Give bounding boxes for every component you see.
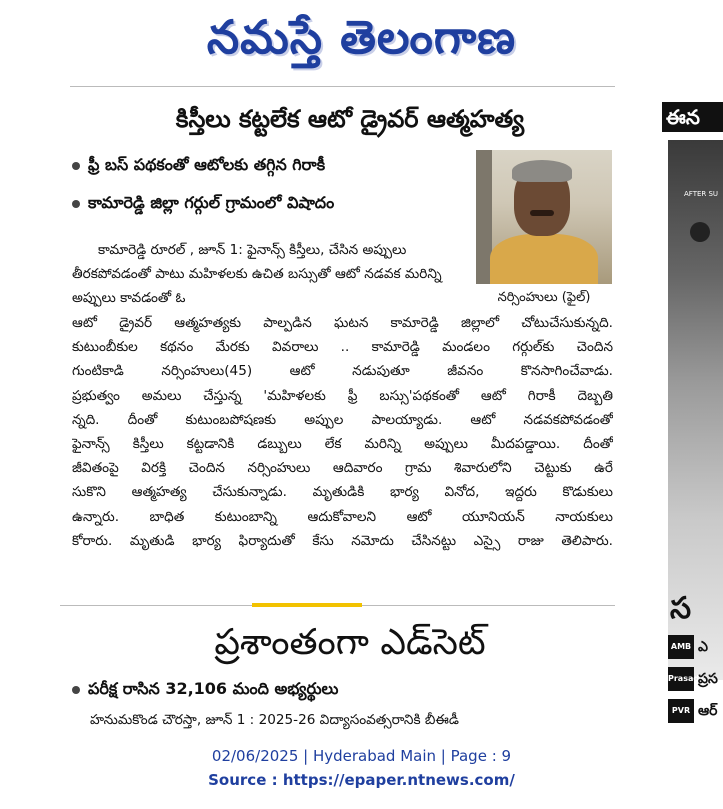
photo-caption: నర్సింహులు (ఫైల్) <box>497 290 591 305</box>
article-line: న్నది. దీంతో కుటుంబపోషణకు అప్పుల పాలయ్యాడు. ఆటో నడవకపోవడంతో <box>72 411 613 428</box>
divider <box>70 86 615 87</box>
article-body <box>72 311 613 553</box>
footer <box>0 744 723 792</box>
article-line: గుంటికాడి నర్సింహులు(45) ఆటో నడుపుతూ జీవనం కొనసాగించేవాడు. <box>72 363 613 380</box>
bullet-text: ఫ్రీ బస్ పథకంతో ఆటోలకు తగ్గిన గిరాకీ <box>88 155 326 174</box>
article-line: కోరారు. మృతుడి భార్య ఫిర్యాదుతో కేసు నమోదు చేసినట్టు ఎస్సై రాజు తెలిపారు. <box>72 532 613 549</box>
divider-accent <box>252 603 362 607</box>
ad-logo: AMB <box>668 635 694 659</box>
ad-text: ఆర్ <box>698 703 718 719</box>
article-bullet <box>72 153 472 177</box>
article-line: ఫైనాన్స్ కిస్తీలు కట్టడానికి డబ్బులు లేక మరిన్ని అప్పులు మీదపడ్డాయి. దీంతో <box>72 436 613 453</box>
masthead <box>0 0 723 80</box>
ad-text: ఎ <box>698 639 708 655</box>
bullet-text: పరీక్ష రాసిన 32,106 మంది అభ్యర్థులు <box>88 679 339 698</box>
article-paragraph-intro: కామారెడ్డి రూరల్ , జూన్ 1: ఫైనాన్స్ కిస్తీలు, చేసిన అప్పులు తీరకపోవడంతో పాటు మహిళలకు ఉచిత బస్సుతో ఆటో నడవక మరిన్ని అప్పులు కావడంతో ఓ <box>72 242 442 307</box>
article-line: సుకొని ఆత్మహత్య చేసుకున్నాడు. మృతుడికి భార్య వినోద, ఇద్దరు కొడుకులు <box>72 484 613 501</box>
bullet-icon <box>72 686 80 694</box>
adjacent-column <box>662 102 723 722</box>
article-line: ఉన్నారు. బాధిత కుటుంబాన్ని ఆదుకోవాలని ఆటో యూనియన్ నాయకులు <box>72 508 613 525</box>
bullet-icon <box>72 162 80 170</box>
ad-text: ప్రస <box>698 671 718 687</box>
article2-bullet <box>72 677 592 701</box>
ad-logo: PVR <box>668 699 694 723</box>
article2-paragraph: హనుమకొండ చౌరస్తా, జూన్ 1 : 2025-26 విద్యాసంవత్సరానికి బీఈడీ <box>90 712 459 728</box>
photo-hair <box>512 160 572 182</box>
masthead-title: నమస్తే తెలంగాణ <box>206 10 517 64</box>
ad-item <box>668 697 723 725</box>
footer-source-link[interactable]: Source : https://epaper.ntnews.com/ <box>208 771 515 789</box>
article2-headline: ప్రశాంతంగా ఎడ్‌సెట్ <box>214 622 486 663</box>
adjacent-headline: ఈన <box>662 102 723 132</box>
ad-logo: Prasads <box>668 667 694 691</box>
bullet-icon <box>72 200 80 208</box>
photo-shirt <box>490 234 598 284</box>
adjacent-photo-portrait <box>690 222 710 242</box>
photo-moustache <box>530 210 554 216</box>
article-line: కుటుంబీకుల కథనం మేరకు వివరాలు .. కామారెడ్డి మండలం గర్గుల్‌కు చెందిన <box>72 339 613 356</box>
article-headline: కిస్తీలు కట్టలేక ఆటో డ్రైవర్ ఆత్మహత్య <box>175 105 525 133</box>
footer-date-line: 02/06/2025 | Hyderabad Main | Page : 9 <box>211 747 512 765</box>
ad-item <box>668 633 723 661</box>
adjacent-title: స <box>670 591 692 626</box>
article-line: ఆటో డ్రైవర్ ఆత్మహత్యకు పాల్పడిన ఘటన కామారెడ్డి జిల్లాలో చోటుచేసుకున్నది. <box>72 315 613 331</box>
adjacent-photo-text: AFTER SU <box>684 190 719 198</box>
article-bullet <box>72 191 472 215</box>
bullet-text: కామారెడ్డి జిల్లా గర్గుల్ గ్రామంలో విషాదం <box>88 193 335 212</box>
article-line: ప్రభుత్వం అమలు చేస్తున్న 'మహిళలకు ఫ్రీ బస్సు'పథకంతో ఆటో గిరాకీ దెబ్బతి <box>72 387 613 404</box>
ad-item <box>668 665 723 693</box>
article-photo <box>476 150 612 284</box>
article-line: జీవితంపై విరక్తి చెందిన నర్సింహులు ఆదివారం గ్రామ శివారులోని చెట్టుకు ఉరే <box>72 460 613 477</box>
